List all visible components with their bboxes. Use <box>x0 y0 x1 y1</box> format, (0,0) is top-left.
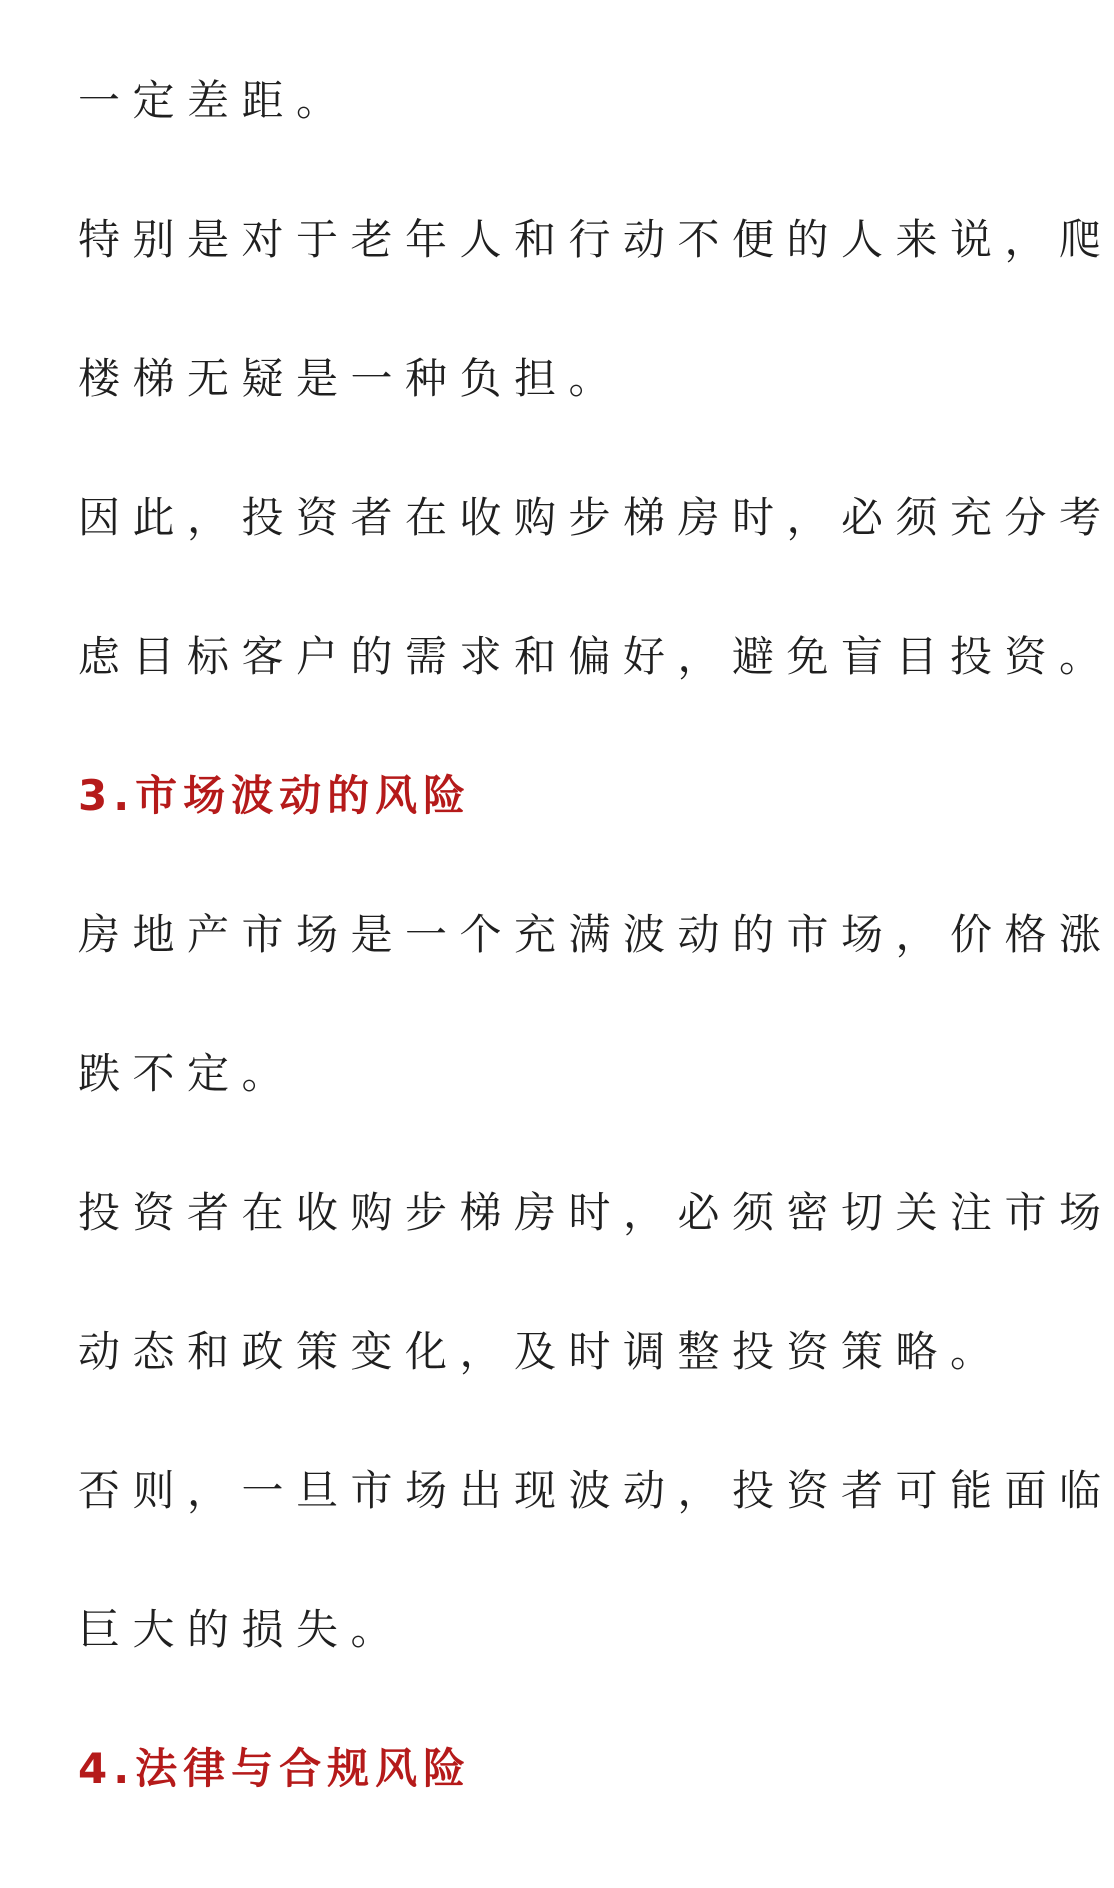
paragraph-line: 否则，一旦市场出现波动，投资者可能面临 <box>78 1466 1114 1515</box>
paragraph-line: 特别是对于老年人和行动不便的人来说，爬 <box>78 215 1114 264</box>
section-heading-market-volatility: 3.市场波动的风险 <box>78 771 472 820</box>
paragraph-line: 因此，投资者在收购步梯房时，必须充分考 <box>78 493 1114 542</box>
paragraph-line: 一定差距。 <box>78 76 351 125</box>
paragraph-line: 巨大的损失。 <box>78 1605 406 1654</box>
paragraph-line: 动态和政策变化，及时调整投资策略。 <box>78 1327 1005 1376</box>
paragraph-line: 楼梯无疑是一种负担。 <box>78 354 624 403</box>
section-heading-legal-compliance: 4.法律与合规风险 <box>78 1744 472 1793</box>
paragraph-line: 跌不定。 <box>78 1049 297 1098</box>
paragraph-line: 虑目标客户的需求和偏好，避免盲目投资。 <box>78 632 1114 681</box>
paragraph-line: 投资者在收购步梯房时，必须密切关注市场 <box>78 1188 1114 1237</box>
paragraph-line: 房地产市场是一个充满波动的市场，价格涨 <box>78 910 1114 959</box>
